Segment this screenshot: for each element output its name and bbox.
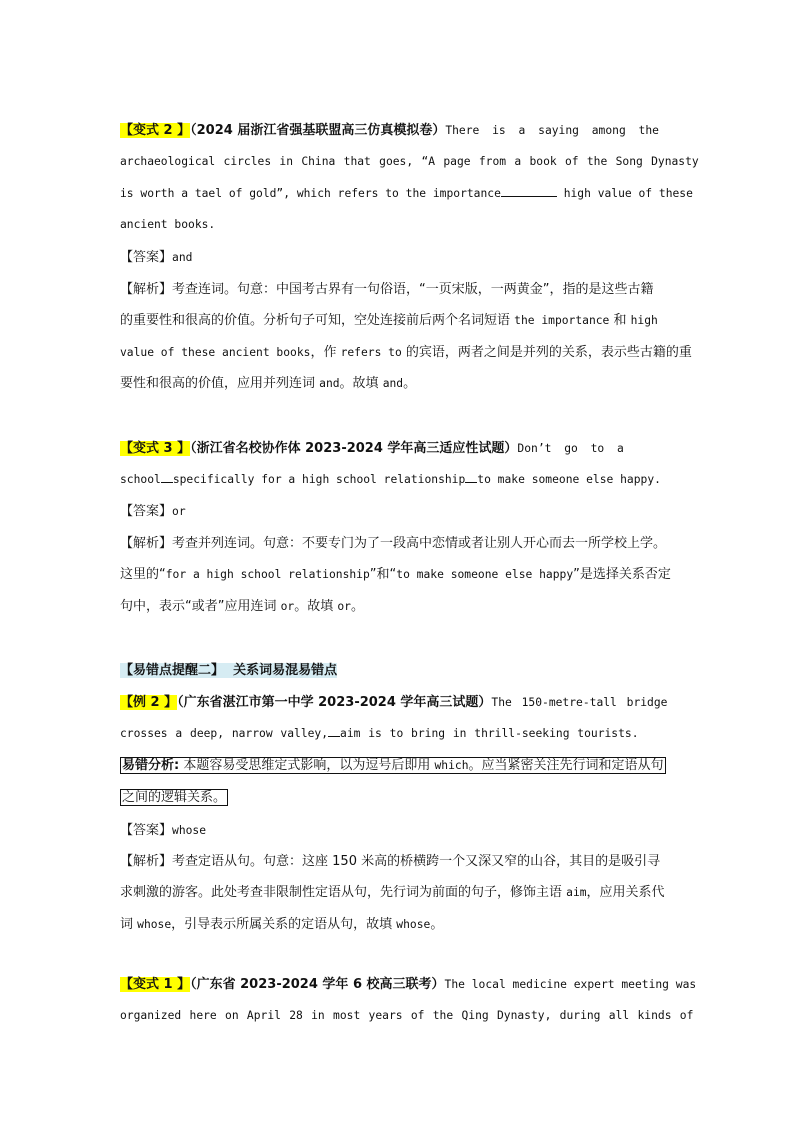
explanation-label: 【解析】 bbox=[120, 536, 173, 551]
v2-question-line-1 bbox=[120, 120, 700, 141]
explanation-label: 【解析】 bbox=[120, 282, 173, 297]
answer-blank bbox=[465, 470, 477, 483]
v2-explanation-line-4: 要性和很高的价值，应用并列连词 and。故填 and。 bbox=[120, 376, 417, 391]
v1-source: （广东省 2023-2024 学年 6 校高三联考） bbox=[190, 977, 445, 992]
answer-blank bbox=[501, 184, 557, 197]
v3-question-line-1 bbox=[120, 438, 700, 459]
answer-value: or bbox=[172, 505, 186, 518]
v2-question-line-2: archaeological circles in China that goes, “A page from a book of the Song Dynasty bbox=[120, 155, 699, 168]
answer-label: 【答案】 bbox=[120, 250, 173, 265]
v2-source: （2024 届浙江省强基联盟高三仿真模拟卷） bbox=[190, 123, 446, 138]
v3-explanation-line-1: 【解析】考查并列连词。句意：不要专门为了一段高中恋情或者让别人开心而去一所学校上学。 bbox=[120, 536, 667, 551]
v2-explanation-line-1: 【解析】考查连词。句意：中国考古界有一句俗语，“一页宋版，一两黄金”，指的是这些古籍 bbox=[120, 282, 654, 297]
ex2-answer bbox=[120, 820, 700, 841]
answer-blank bbox=[328, 724, 340, 737]
ex2-error-analysis-line-2: 之间的逻辑关系。 bbox=[122, 790, 227, 805]
v2-question-line-4: ancient books. bbox=[120, 218, 216, 231]
ex2-explanation-line-3: 词 whose，引导表示所属关系的定语从句，故填 whose。 bbox=[120, 917, 444, 932]
ex2-source: （广东省湛江市第一中学 2023-2024 学年高三试题） bbox=[177, 695, 492, 710]
v1-question-text: The local medicine expert meeting was bbox=[444, 978, 697, 991]
v1-question-line-1 bbox=[120, 974, 700, 995]
ex2-explanation-line-2: 求刺激的游客。此处考查非限制性定语从句，先行词为前面的句子，修饰主语 aim，应用关系代 bbox=[120, 885, 665, 900]
reminder-tag: 【易错点提醒二】 关系词易混易错点 bbox=[120, 663, 338, 678]
v3-question-text: Don’t go to a bbox=[517, 442, 624, 455]
v3-source: （浙江省名校协作体 2023-2024 学年高三适应性试题） bbox=[190, 441, 518, 456]
v2-explanation-line-3: value of these ancient books，作 refers to 的宾语，两者之间是并列的关系，表示些古籍的重 bbox=[120, 345, 692, 360]
v2-explanation-line-2: 的重要性和很高的价值。分析句子可知，空处连接前后两个名词短语 the importance 和 high bbox=[120, 313, 658, 328]
answer-label: 【答案】 bbox=[120, 823, 173, 838]
ex2-question-line-2: crosses a deep, narrow valley, aim is to bring in thrill-seeking tourists. bbox=[120, 724, 700, 744]
answer-blank bbox=[693, 1007, 700, 1019]
v3-explanation-line-3: 句中，表示“或者”应用连词 or。故填 or。 bbox=[120, 599, 364, 614]
error-analysis-box: 易错分析: 本题容易受思维定式影响，以为逗号后即用 which。应当紧密关注先行词和定语从句 bbox=[122, 758, 664, 773]
v2-tag: 【变式 2 】 bbox=[120, 123, 191, 138]
v2-question-text: There is a saying among the bbox=[445, 124, 659, 137]
ex2-explanation-line-1: 【解析】考查定语从句。句意：这座 150 米高的桥横跨一个又深又窄的山谷，其目的是吸引寻 bbox=[120, 854, 661, 869]
v2-question-line-3: is worth a tael of gold”, which refers to the importance high value of these bbox=[120, 184, 700, 204]
answer-value: whose bbox=[172, 824, 207, 837]
answer-blank bbox=[161, 470, 173, 483]
v3-question-line-2: school specifically for a high school relationship to make someone else happy. bbox=[120, 470, 700, 490]
v3-explanation-line-2: 这里的“for a high school relationship”和“to make someone else happy”是选择关系否定 bbox=[120, 567, 671, 582]
ex2-question-line-1 bbox=[120, 692, 700, 713]
answer-value: and bbox=[172, 251, 193, 264]
answer-label: 【答案】 bbox=[120, 504, 173, 519]
ex2-question-text: The 150-metre-tall bridge bbox=[491, 696, 668, 709]
explanation-label: 【解析】 bbox=[120, 854, 173, 869]
v2-answer bbox=[120, 247, 700, 268]
v1-tag: 【变式 1 】 bbox=[120, 977, 191, 992]
v1-question-line-2: organized here on April 28 in most years of the Qing Dynasty, during all kinds of bbox=[120, 1006, 700, 1026]
ex2-tag: 【例 2 】 bbox=[120, 695, 178, 710]
ex2-error-analysis-line-1 bbox=[120, 756, 700, 776]
error-analysis-label: 易错分析: bbox=[122, 758, 180, 773]
reminder-title: 关系词易混易错点 bbox=[233, 663, 338, 678]
v3-tag: 【变式 3 】 bbox=[120, 441, 191, 456]
v3-answer bbox=[120, 501, 700, 522]
reminder-heading bbox=[120, 660, 700, 681]
